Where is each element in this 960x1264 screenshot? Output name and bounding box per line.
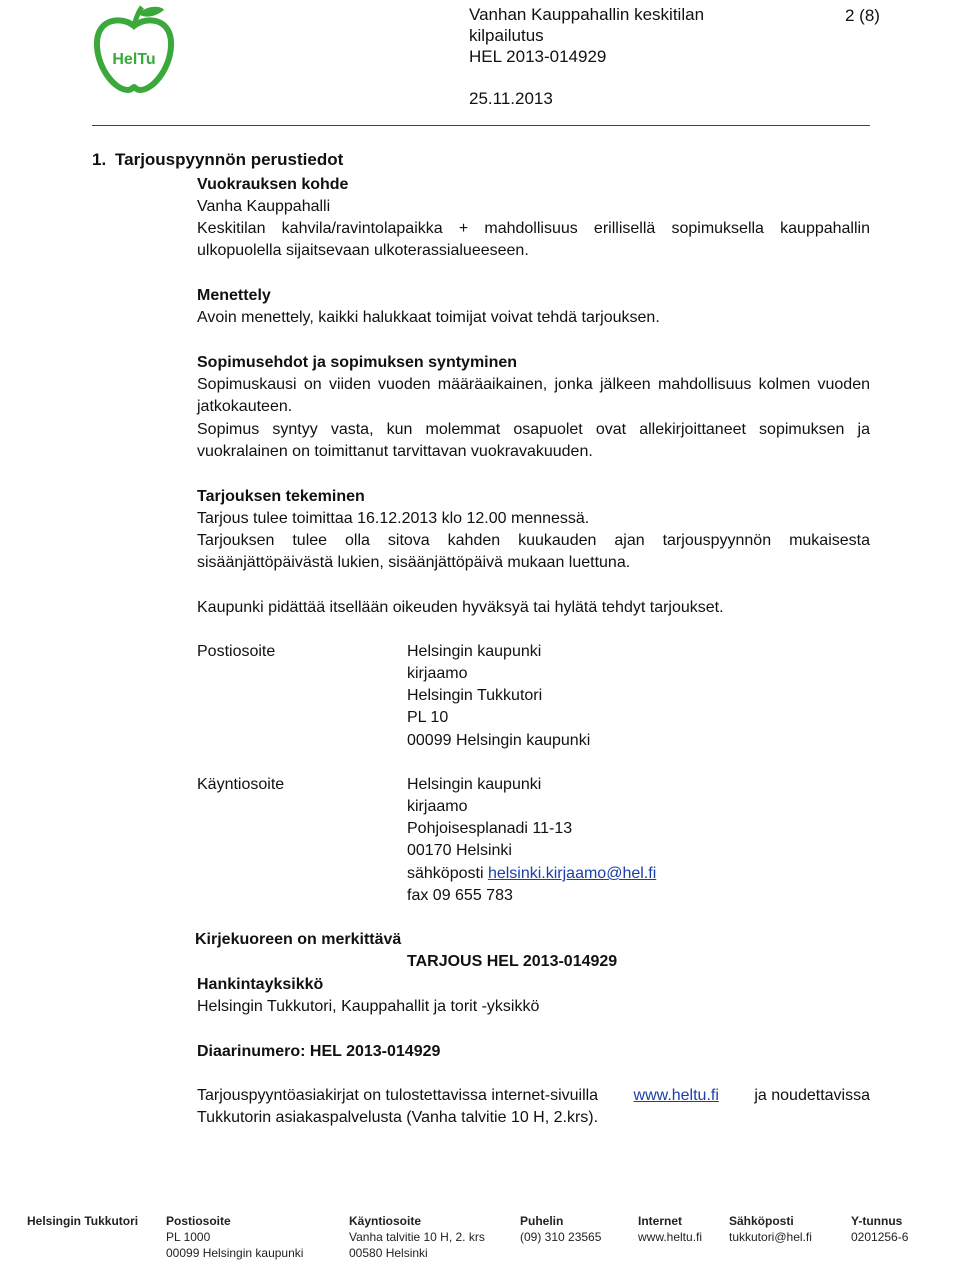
docs-text-after: ja noudettavissa [754, 1087, 870, 1104]
logo-text: HelTu [112, 51, 156, 68]
object-heading: Vuokrauksen kohde [197, 176, 349, 193]
section-number: 1. [92, 150, 107, 169]
visiting-email-line [407, 863, 656, 885]
envelope-heading: Kirjekuoreen on merkittävä [195, 931, 402, 948]
section-heading [92, 150, 343, 170]
footer-org: Helsingin Tukkutori [27, 1214, 139, 1228]
header-date: 25.11.2013 [469, 89, 553, 108]
header-divider [92, 125, 870, 126]
submission-heading: Tarjouksen tekeminen [197, 488, 365, 505]
postal-line: PL 10 [407, 709, 449, 726]
section-title: Tarjouspyynnön perustiedot [115, 150, 344, 169]
footer-visiting: Käyntiosoite Vanha talvitie 10 H, 2. krs 00580 Helsinki [349, 1214, 485, 1260]
contract-p2-line1: Sopimus syntyy vasta, kun molemmat osapuolet ovat allekirjoittaneet sopimuksen ja [197, 421, 870, 438]
postal-line: Helsingin Tukkutori [407, 687, 543, 704]
procedure-text: Avoin menettely, kaikki halukkaat toimijat voivat tehdä tarjouksen. [197, 309, 660, 326]
submission-p-line2: sisäänjättöpäivästä lukien, sisäänjättöpäivä mukaan luettuna. [197, 554, 631, 571]
footer-internet: Internet www.heltu.fi [638, 1214, 703, 1244]
submission-deadline: Tarjous tulee toimittaa 16.12.2013 klo 12.00 mennessä. [197, 510, 590, 527]
object-paragraph-line2: ulkopuolella sijaitsevaan ulkoterassialueeseen. [197, 242, 529, 259]
contract-heading: Sopimusehdot ja sopimuksen syntyminen [197, 354, 518, 371]
visiting-label: Käyntiosoite [197, 776, 285, 793]
footer-phone: Puhelin (09) 310 23565 [520, 1214, 602, 1244]
procedure-heading: Menettely [197, 287, 271, 304]
docs-line1 [197, 1085, 870, 1107]
unit-heading: Hankintayksikkö [197, 976, 324, 993]
envelope-mark: TARJOUS HEL 2013-014929 [407, 953, 618, 970]
apple-logo-icon [92, 4, 176, 96]
website-link[interactable]: www.heltu.fi [633, 1087, 719, 1104]
header-title-line1: Vanhan Kauppahallin keskitilan [469, 5, 705, 24]
visiting-line: 00170 Helsinki [407, 842, 512, 859]
email-prefix: sähköposti [407, 865, 488, 882]
unit-text: Helsingin Tukkutori, Kauppahallit ja torit -yksikkö [197, 998, 540, 1015]
contract-p1-line1: Sopimuskausi on viiden vuoden määräaikainen, jonka jälkeen mahdollisuus kolmen vuoden [197, 376, 870, 393]
header-title-line2: kilpailutus [469, 26, 544, 45]
submission-p-line1: Tarjouksen tulee olla sitova kahden kuukauden ajan tarjouspyynnön mukaisesta [197, 532, 870, 549]
header-reference: HEL 2013-014929 [469, 47, 607, 66]
visiting-line: Helsingin kaupunki [407, 776, 542, 793]
postal-label: Postiosoite [197, 643, 276, 660]
contract-p2-line2: vuokralainen on toimittanut tarvittavan vuokravakuuden. [197, 443, 593, 460]
visiting-fax: fax 09 655 783 [407, 887, 513, 904]
contract-p1-line2: jatkokauteen. [197, 398, 293, 415]
visiting-line: Pohjoisesplanadi 11-13 [407, 820, 573, 837]
postal-line: 00099 Helsingin kaupunki [407, 732, 591, 749]
docs-text-before: Tarjouspyyntöasiakirjat on tulostettavissa internet-sivuilla [197, 1087, 599, 1104]
docs-line2: Tukkutorin asiakaspalvelusta (Vanha talvitie 10 H, 2.krs). [197, 1109, 599, 1126]
visiting-line: kirjaamo [407, 798, 468, 815]
email-link[interactable]: helsinki.kirjaamo@hel.fi [487, 865, 657, 882]
footer-ytunnus: Y-tunnus 0201256-6 [851, 1214, 909, 1244]
page-number: 2 (8) [845, 6, 880, 25]
footer-postal: Postiosoite PL 1000 00099 Helsingin kaupunki [166, 1214, 304, 1260]
postal-line: kirjaamo [407, 665, 468, 682]
footer-email: Sähköposti tukkutori@hel.fi [729, 1214, 812, 1244]
object-name: Vanha Kauppahalli [197, 198, 331, 215]
postal-line: Helsingin kaupunki [407, 643, 542, 660]
diary-number: Diaarinumero: HEL 2013-014929 [197, 1043, 441, 1060]
heltu-logo [92, 4, 176, 96]
object-paragraph-line1: Keskitilan kahvila/ravintolapaikka + mahdollisuus erillisellä sopimuksella kauppahallin [197, 220, 870, 237]
submission-reserve: Kaupunki pidättää itsellään oikeuden hyväksyä tai hylätä tehdyt tarjoukset. [197, 599, 724, 616]
